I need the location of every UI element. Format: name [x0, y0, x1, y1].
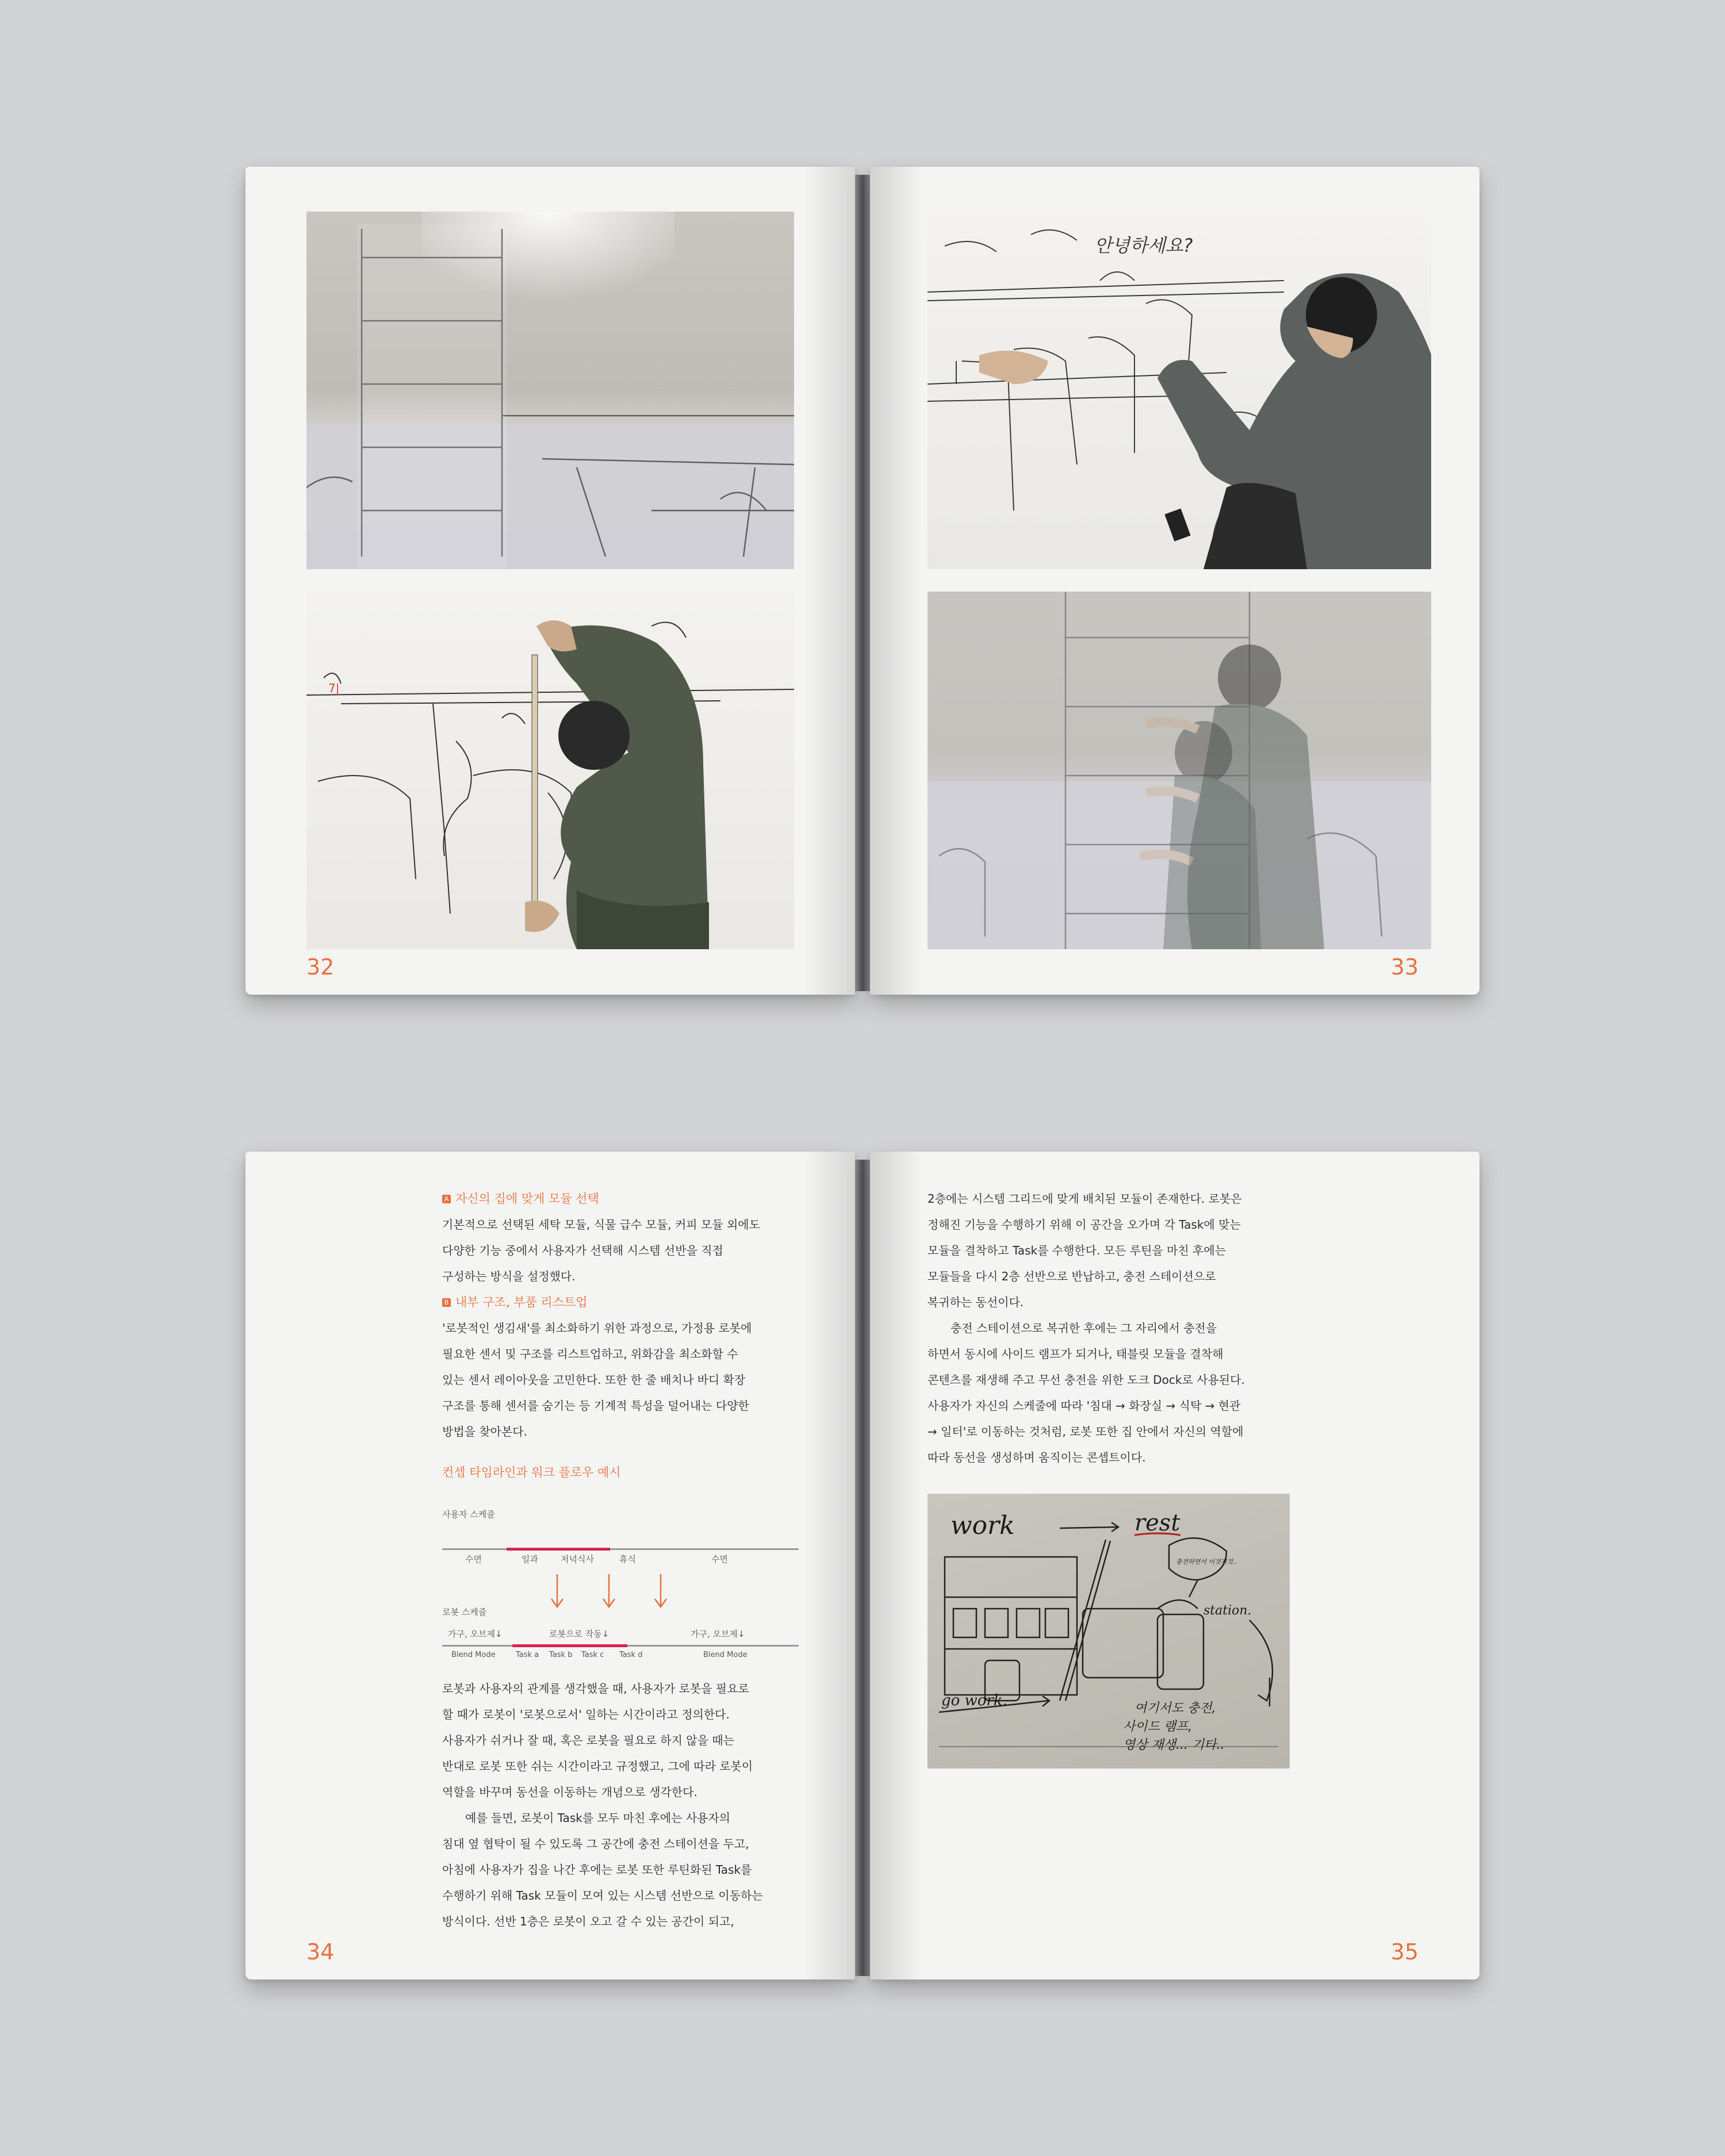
user-segment-sleep-1: 수면	[465, 1554, 482, 1564]
para-d-line-2: 침대 옆 협탁이 될 수 있도록 그 공간에 충전 스테이션을 두고,	[442, 1837, 749, 1851]
para-b-line-3: 있는 센서 레이아웃을 고민한다. 또한 한 줄 배치나 바디 확장	[442, 1373, 746, 1387]
sketch-note-line-3: 영상 재생... 기타..	[1123, 1738, 1225, 1752]
user-timeline-line	[442, 1548, 799, 1550]
page-35	[870, 1152, 1479, 1979]
para-c-line-3: 사용자가 쉬거나 잘 때, 혹은 로봇을 필요로 하지 않을 때는	[442, 1733, 734, 1747]
para-r-a-line-4: 모듈들을 다시 2층 선반으로 반납하고, 충전 스테이션으로	[927, 1269, 1216, 1283]
para-a-line-3: 구성하는 방식을 설정했다.	[442, 1269, 576, 1283]
para-r-b-line-6: 따라 동선을 생성하며 움직이는 콘셉트이다.	[927, 1451, 1146, 1464]
page-33	[870, 167, 1479, 995]
page-34-text	[442, 1186, 799, 1486]
user-active-segment	[507, 1548, 610, 1551]
page-32	[246, 167, 855, 995]
spread-pages-32-33	[246, 167, 1479, 995]
para-b-line-2: 필요한 센서 및 구조를 리스트업하고, 위화감을 최소화할 수	[442, 1347, 738, 1361]
sketch-note-line-1: 여기서도 충전,	[1134, 1701, 1216, 1716]
page-number-35: 35	[1390, 1939, 1419, 1965]
para-b-line-5: 방법을 찾아본다.	[442, 1425, 527, 1438]
badge-a: A	[442, 1195, 451, 1203]
photo-wall-shelf-sketch	[306, 212, 794, 569]
sketch-rest-label: rest	[1134, 1510, 1180, 1536]
gutter	[855, 175, 870, 991]
para-c-line-2: 할 때가 로봇이 '로봇으로서' 일하는 시간이라고 정의한다.	[442, 1708, 730, 1721]
photo-motion-blur-shelf	[927, 592, 1431, 949]
heading-b-text: 내부 구조, 부품 리스트업	[455, 1295, 588, 1309]
svg-text:안녕하세요?: 안녕하세요?	[1094, 235, 1193, 256]
section-title-concept-timeline: 컨셉 타임라인과 워크 플로우 예시	[442, 1466, 621, 1479]
badge-b: B	[442, 1298, 451, 1307]
robot-task-d: Task d	[619, 1651, 643, 1659]
para-r-b-line-2: 하면서 동시에 사이드 램프가 되거나, 태블릿 모듈을 결착해	[927, 1347, 1224, 1361]
para-b-line-1: '로봇적인 생김새'를 최소화하기 위한 과정으로, 가정용 로봇에	[442, 1321, 752, 1335]
robot-schedule-label: 로봇 스케쥴	[442, 1607, 487, 1617]
robot-active-segment	[512, 1644, 627, 1647]
photo-man-measuring-wall	[306, 592, 794, 949]
robot-task-c: Task c	[581, 1651, 604, 1659]
robot-task-b: Task b	[549, 1651, 573, 1659]
gutter	[855, 1160, 870, 1976]
para-d-line-5: 방식이다. 선반 1층은 로봇이 오고 갈 수 있는 공간이 되고,	[442, 1915, 734, 1928]
robot-state-furniture-2: 가구, 오브제↓	[691, 1629, 745, 1639]
page-34	[246, 1152, 855, 1979]
para-r-b-line-1: 충전 스테이션으로 복귀한 후에는 그 자리에서 충전을	[950, 1321, 1217, 1335]
para-d-line-1: 예를 들면, 로봇이 Task를 모두 마친 후에는 사용자의	[465, 1811, 731, 1825]
sketch-bubble-label: 충전하면서 이것저것..	[1176, 1558, 1237, 1566]
sketch-go-work-label: go work.	[941, 1692, 1007, 1709]
para-r-a-line-3: 모듈을 결착하고 Task를 수행한다. 모든 루틴을 마친 후에는	[927, 1244, 1226, 1257]
timeline-arrows	[546, 1571, 672, 1612]
sketch-work-label: work	[950, 1511, 1015, 1540]
user-segment-dinner: 저녁식사	[561, 1554, 594, 1564]
para-r-a-line-1: 2층에는 시스템 그리드에 맞게 배치된 모듈이 존재한다. 로봇은	[927, 1192, 1242, 1206]
photo-man-sketching-wall	[927, 212, 1431, 569]
para-a-line-1: 기본적으로 선택된 세탁 모듈, 식물 급수 모듈, 커피 모듈 외에도	[442, 1218, 760, 1232]
user-segment-sleep-2: 수면	[711, 1554, 728, 1564]
page-34-text-lower	[442, 1676, 810, 1935]
page-35-text	[927, 1186, 1318, 1471]
heading-internal-structure	[442, 1290, 799, 1315]
para-d-line-4: 수행하기 위해 Task 모듈이 모여 있는 시스템 선반으로 이동하는	[442, 1889, 763, 1902]
para-d-line-3: 아침에 사용자가 집을 나간 후에는 로봇 또한 루틴화된 Task를	[442, 1863, 752, 1877]
para-b-line-4: 구조를 통해 센서를 숨기는 등 기계적 특성을 덜어내는 다양한	[442, 1399, 749, 1413]
svg-text:7|: 7|	[328, 681, 340, 695]
para-r-b-line-3: 콘텐츠를 재생해 주고 무선 충전을 위한 도크 Dock로 사용된다.	[927, 1373, 1245, 1387]
para-a-line-2: 다양한 기능 중에서 사용자가 선택해 시스템 선반을 직접	[442, 1244, 723, 1257]
page-number-32: 32	[306, 954, 335, 980]
robot-state-furniture-1: 가구, 오브제↓	[448, 1629, 503, 1639]
page-number-34: 34	[306, 1939, 335, 1965]
robot-task-blend-2: Blend Mode	[703, 1651, 747, 1659]
timeline-diagram	[442, 1502, 810, 1663]
para-r-b-line-4: 사용자가 자신의 스케줄에 따라 '침대 → 화장실 → 식탁 → 현관	[927, 1399, 1241, 1413]
spread-pages-34-35	[246, 1152, 1479, 1979]
heading-module-selection	[442, 1186, 799, 1212]
robot-state-active: 로봇으로 작동↓	[549, 1629, 610, 1639]
robot-task-blend-1: Blend Mode	[451, 1651, 496, 1659]
para-r-a-line-5: 복귀하는 동선이다.	[927, 1295, 1024, 1309]
user-segment-work: 일과	[522, 1554, 538, 1564]
user-segment-rest: 휴식	[619, 1554, 636, 1564]
para-r-b-line-5: → 일터'로 이동하는 것처럼, 로봇 또한 집 안에서 자신의 역할에	[927, 1425, 1244, 1438]
sketch-station-label: station.	[1203, 1603, 1252, 1618]
robot-task-a: Task a	[516, 1651, 539, 1659]
para-c-line-5: 역할을 바꾸며 동선을 이동하는 개념으로 생각한다.	[442, 1785, 697, 1799]
page-number-33: 33	[1390, 954, 1419, 980]
heading-a-text: 자신의 집에 맞게 모듈 선택	[455, 1192, 599, 1206]
photo-hand-sketch-work-rest	[927, 1494, 1290, 1768]
para-r-a-line-2: 정해진 기능을 수행하기 위해 이 공간을 오가며 각 Task에 맞는	[927, 1218, 1241, 1232]
user-schedule-label: 사용자 스케쥴	[442, 1509, 495, 1520]
para-c-line-4: 반대로 로봇 또한 쉬는 시간이라고 규정했고, 그에 따라 로봇이	[442, 1759, 753, 1773]
para-c-line-1: 로봇과 사용자의 관계를 생각했을 때, 사용자가 로봇을 필요로	[442, 1682, 749, 1695]
sketch-note-line-2: 사이드 램프,	[1123, 1720, 1193, 1734]
